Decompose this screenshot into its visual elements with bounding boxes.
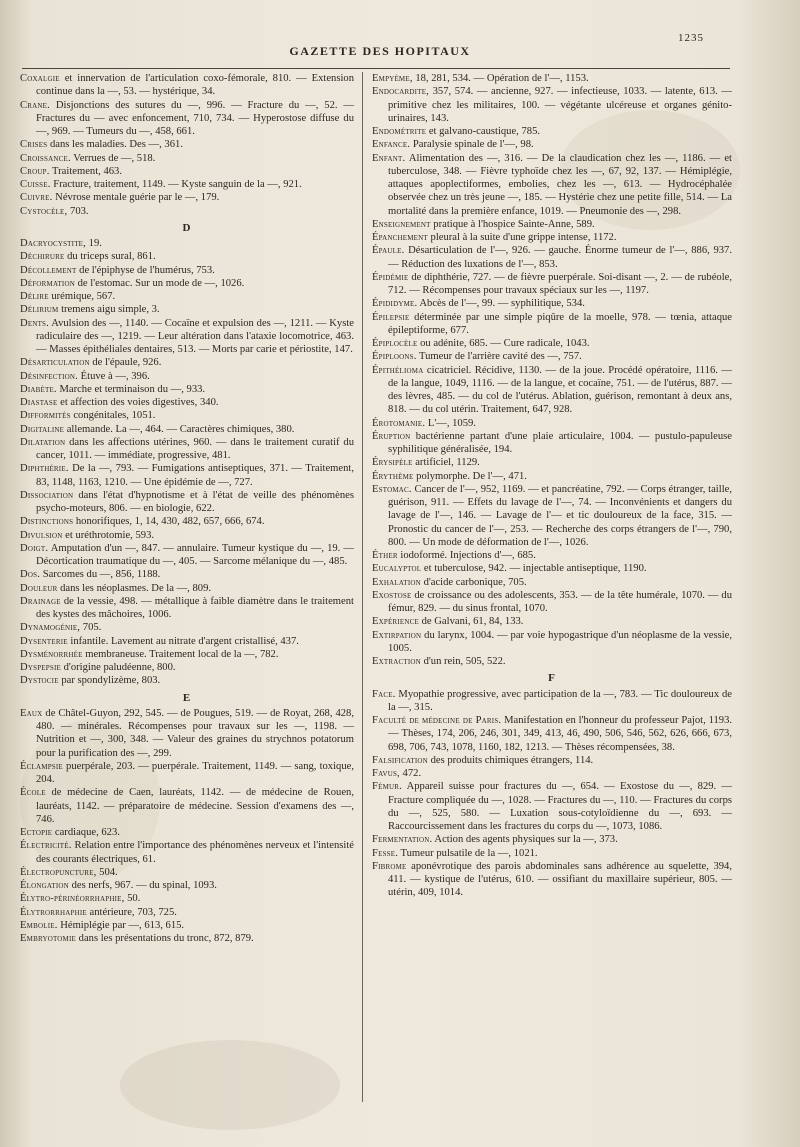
index-entry bbox=[372, 231, 732, 244]
entry-heading: Dyspepsie bbox=[20, 662, 61, 673]
entry-text: Cancer de l'—, 952, 1169. — et pancréatine, 792. — Corps étranger, taille, guérison, 911. — Effets du lavage de l'—, 74. — Inconvénients et dangers du lavage de l'—, 146. — Lavage de l'— et tic douloureux de la face, 315. — Pronostic du cancer de l'—, 253. — Recherche des corps étrangers de l'—, 790, 800. — Un mode de déformation de l'—, 1026. bbox=[388, 483, 732, 548]
entry-text: cardiaque, 623. bbox=[52, 827, 120, 838]
entry-heading: Exostose bbox=[372, 589, 412, 601]
entry-text: artificiel, 1129. bbox=[412, 457, 480, 469]
entry-text: polymorphe. De l'—, 471. bbox=[413, 470, 527, 482]
index-entry bbox=[20, 826, 354, 839]
entry-heading: Fesse. bbox=[372, 847, 399, 859]
entry-text: dans l'état d'hypnotisme et à l'état de veille des phénomènes psycho-moteurs, 806. — en biologie, 622. bbox=[36, 489, 354, 514]
entry-text: aponévrotique des parois abdominales sans adhérence au squelette, 394, 411. — kystique de l'utérus, 610. — ossifiant du maxillaire supérieur, 805. — utérin, 409, 1014. bbox=[388, 860, 732, 899]
entry-heading: Croup. bbox=[20, 165, 50, 177]
entry-heading: Empyème, bbox=[372, 73, 413, 84]
index-entry bbox=[372, 218, 732, 231]
entry-heading: Érysipèle bbox=[372, 457, 413, 469]
entry-text: infantile. Lavement au nitrate d'argent cristallisé, 437. bbox=[67, 635, 299, 647]
entry-heading: Endocardite, bbox=[372, 86, 430, 98]
entry-heading: Extraction bbox=[372, 656, 421, 667]
entry-text: honorifiques, 1, 14, 430, 482, 657, 666, 674. bbox=[73, 516, 265, 528]
index-entry bbox=[372, 430, 732, 457]
entry-text: 705. bbox=[80, 622, 102, 634]
entry-text: pratique à l'hospice Sainte-Anne, 589. bbox=[430, 218, 595, 230]
page-header bbox=[0, 32, 800, 60]
index-entry bbox=[20, 370, 354, 383]
entry-heading: Face. bbox=[372, 688, 396, 700]
entry-text: 19. bbox=[86, 238, 102, 249]
entry-text: 703. bbox=[67, 205, 89, 217]
index-entry bbox=[20, 568, 354, 581]
entry-text: et galvano-caustique, 785. bbox=[426, 126, 541, 137]
entry-heading: Élongation bbox=[20, 880, 69, 891]
entry-text: membraneuse. Traitement local de la —, 782. bbox=[82, 648, 279, 660]
entry-text: Névrose mentale guérie par le —, 179. bbox=[52, 192, 220, 204]
index-entry bbox=[20, 99, 354, 139]
entry-text: des produits chimiques étrangers, 114. bbox=[427, 754, 594, 766]
index-entry bbox=[20, 674, 354, 687]
index-entry bbox=[20, 932, 354, 945]
index-entry bbox=[372, 470, 732, 483]
column-divider bbox=[362, 72, 363, 1102]
entry-heading: Cystocèle, bbox=[20, 205, 68, 217]
index-entry bbox=[372, 576, 732, 589]
entry-text: Sarcomes du —, 856, 1188. bbox=[40, 569, 161, 581]
entry-text: des nerfs, 967. — du spinal, 1093. bbox=[68, 880, 217, 891]
index-entry bbox=[20, 621, 354, 634]
entry-text: dans les néoplasmes. De la —, 809. bbox=[57, 582, 212, 594]
index-entry bbox=[20, 661, 354, 674]
index-entry bbox=[20, 760, 354, 787]
entry-heading: Éruption bbox=[372, 430, 411, 442]
entry-text: d'acide carbonique, 705. bbox=[420, 576, 527, 588]
entry-text: Appareil suisse pour fractures du —, 654. — Exostose du —, 829. — Fracture compliquée du —, 1028. — Fractures du —, 110. — Fractures du corps du —, 525, 580. — Luxation sous-cotyloïdienne du —, 693. — Raccourcissement dans les fractures du corps du —, 1073, 1086. bbox=[388, 781, 732, 832]
entry-heading: Dilatation bbox=[20, 436, 66, 448]
entry-heading: Cuisse. bbox=[20, 179, 51, 190]
entry-heading: Difformités bbox=[20, 410, 71, 422]
entry-heading: Dos. bbox=[20, 569, 41, 581]
index-entry bbox=[20, 152, 354, 165]
entry-heading: Épaule. bbox=[372, 245, 405, 257]
index-entry bbox=[372, 271, 732, 298]
entry-text: antérieure, 703, 725. bbox=[86, 906, 177, 918]
entry-text: Abcès de l'—, 99. — syphilitique, 534. bbox=[417, 298, 585, 310]
entry-heading: Crane. bbox=[20, 99, 50, 111]
entry-text: de Châtel-Guyon, 292, 545. — de Pougues, 519. — de Royat, 268, 428, 480. — minérales. Récompenses pour travaux sur les —, 1198. — Nutrition et —, 300, 348. — Valeur des graines du strychnos potatorum pour la purification des —, 299. bbox=[36, 707, 354, 759]
entry-heading: Distinctions bbox=[20, 516, 74, 528]
index-entry bbox=[20, 707, 354, 760]
entry-text: cicatriciel. Récidive, 1130. — de la joue. Procédé opératoire, 1116. — de la langue, 1049, 1116. — de la langue, et cocaïne, 751. — de l'utérus, 887. — des lèvres, 485. — du col de l'utérus. Ablation, guérison, remontant à deux ans, 818. — du col utérin. Traitement, 647, 928. bbox=[388, 364, 732, 416]
entry-heading: École bbox=[20, 787, 46, 799]
entry-heading: Embryotomie bbox=[20, 933, 76, 944]
index-entry bbox=[372, 655, 732, 668]
entry-heading: Dysenterie bbox=[20, 635, 68, 647]
index-entry bbox=[372, 562, 732, 575]
entry-text: Amputation d'un —, 847. — annulaire. Tumeur kystique du —, 19. — Décortication traumatique du —, 405. — Sarcome mélanique du —, 485. bbox=[36, 542, 354, 567]
index-entry bbox=[20, 356, 354, 369]
entry-text: de croissance ou des adolescents, 353. — de la tête humérale, 1070. — du fémur, 829. — du sinus frontal, 1070. bbox=[388, 589, 732, 614]
page-number: 1235 bbox=[678, 32, 704, 44]
index-entry bbox=[20, 786, 354, 826]
index-entry bbox=[20, 264, 354, 277]
index-entry bbox=[20, 290, 354, 303]
index-entry bbox=[20, 191, 354, 204]
index-entry bbox=[372, 615, 732, 628]
index-entry bbox=[372, 311, 732, 338]
entry-heading: Désinfection. bbox=[20, 370, 79, 382]
entry-text: Avulsion des —, 1140. — Cocaïne et expulsion des —, 1211. — Kyste radiculaire des —, 1219. — Leur altération dans l'ataxie locomotrice, 463. — Masses épithéliales dentaires, 513. — Morts par carie et périostite, 147. bbox=[36, 317, 354, 355]
entry-text: de l'estomac. Sur un mode de —, 1026. bbox=[74, 277, 245, 289]
entry-text: 357, 574. — ancienne, 927. — infectieuse, 1033. — latente, 613. — primitive chez les militaires, 100. — végétante ulcéreuse et organes génito-urinaires, 143. bbox=[388, 86, 732, 124]
entry-heading: Crises bbox=[20, 139, 48, 151]
index-entry bbox=[372, 364, 732, 417]
entry-text: et uréthrotomie, 593. bbox=[62, 529, 155, 541]
entry-text: de diphthérie, 727. — de fièvre puerpérale. Soi-disant —, 2. — de rubéole, 712. — Récompenses pour travaux spéciaux sur les —, 1197. bbox=[388, 271, 732, 296]
entry-heading: Expérience bbox=[372, 616, 419, 628]
index-entry bbox=[20, 250, 354, 263]
entry-text: iodoformé. Injections d'—, 685. bbox=[397, 550, 536, 561]
entry-text: Manifestation en l'honneur du professeur Pajot, 1193. — Thèses, 174, 206, 246, 301, 349, 413, 46, 490, 506, 546, 562, 626, 666, 673, 698, 706, 743, 1078, 1160, 182, 1213. — Thèses récompensées, 38. bbox=[388, 715, 733, 753]
index-entry bbox=[372, 350, 732, 363]
index-entry bbox=[372, 72, 732, 85]
entry-heading: Décollement bbox=[20, 264, 77, 276]
index-entry bbox=[20, 237, 354, 250]
entry-text: de médecine de Caen, lauréats, 1142. — de médecine de Rouen, lauréats, 1142. — préparatoire de médecine. Session d'examens des —, 746. bbox=[36, 787, 354, 825]
index-entry bbox=[372, 85, 732, 125]
entry-text: 504. bbox=[96, 866, 118, 878]
index-entry bbox=[20, 595, 354, 622]
entry-heading: Déformation bbox=[20, 277, 75, 289]
entry-heading: Divulsion bbox=[20, 529, 63, 541]
entry-text: d'un rein, 505, 522. bbox=[420, 656, 506, 667]
entry-text: de l'épaule, 926. bbox=[89, 357, 162, 369]
entry-heading: Électricité. bbox=[20, 840, 72, 852]
entry-heading: Épidémie bbox=[372, 271, 409, 283]
entry-text: puerpérale, 203. — puerpérale. Traitement, 1149. — sang, toxique, 204. bbox=[36, 760, 354, 785]
entry-text: et innervation de l'articulation coxo-fémorale, 810. — Extension continue dans la —, 53. — hystérique, 34. bbox=[36, 73, 354, 98]
entry-heading: Érotomanie. bbox=[372, 417, 426, 429]
entry-heading: Eucalyptol bbox=[372, 563, 422, 575]
entry-text: Alimentation des —, 316. — De la claudication chez les —, 1186. — et tuberculose, 348. — Fièvre typhoïde chez les —, 67, 92, 137. — Hémiplégie, attaques apoplectiformes, embolies, chez les —, 613. — Hydrocéphalée observée chez un très jeune —, 185. — Hystérie chez une petite fille, 514. — La mortalité dans la première enfance, 1019. — Pneumonie des —, 298. bbox=[388, 152, 732, 217]
entry-heading: Désarticulation bbox=[20, 357, 90, 369]
index-entry bbox=[20, 919, 354, 932]
entry-text: Relation entre l'importance des phénomènes nerveux et l'intensité des courants électriques, 61. bbox=[36, 840, 354, 865]
index-entry bbox=[372, 125, 732, 138]
entry-text: du triceps sural, 861. bbox=[64, 251, 156, 263]
entry-text: et tuberculose, 942. — injectable antiseptique, 1190. bbox=[421, 563, 647, 575]
entry-heading: Fermentation. bbox=[372, 834, 433, 846]
entry-text: De la —, 793. — Fumigations antiseptiques, 371. — Traitement, 83, 1148, 1163, 1210. — Une épidémie de —, 727. bbox=[36, 463, 354, 488]
entry-heading: Érythème bbox=[372, 470, 414, 482]
index-entry bbox=[20, 839, 354, 866]
entry-heading: Dissociation bbox=[20, 489, 74, 501]
entry-text: déterminée par une simple piqûre de la moelle, 978. — tœnia, attaque épileptiforme, 677. bbox=[388, 311, 732, 336]
entry-heading: Diabète. bbox=[20, 383, 57, 395]
index-entry bbox=[20, 178, 354, 191]
index-entry bbox=[20, 542, 354, 569]
entry-text: Étuve à —, 396. bbox=[78, 370, 150, 382]
entry-text: congénitales, 1051. bbox=[70, 410, 156, 422]
entry-text: de l'épiphyse de l'humérus, 753. bbox=[76, 264, 215, 276]
index-entry bbox=[20, 277, 354, 290]
entry-text: dans les présentations du tronc, 872, 879. bbox=[76, 933, 254, 944]
entry-text: d'origine paludéenne, 800. bbox=[60, 662, 176, 673]
index-entry bbox=[20, 317, 354, 357]
entry-text: Disjonctions des sutures du —, 996. — Fracture du —, 52. — Fractures du — avec enfoncement, 710, 734. — Hyperostose diffuse du —, 969. — Tumeurs du —, 458, 661. bbox=[36, 99, 354, 137]
entry-text: de Galvani, 61, 84, 133. bbox=[418, 616, 524, 628]
entry-heading: Embolie. bbox=[20, 919, 58, 931]
entry-text: L'—, 1059. bbox=[425, 417, 476, 429]
entry-text: du larynx, 1004. — par voie hypogastrique d'un néoplasme de la vessie, 1005. bbox=[388, 629, 732, 654]
index-entry bbox=[20, 303, 354, 316]
index-entry bbox=[20, 529, 354, 542]
entry-text: tremens aigu simple, 3. bbox=[58, 304, 160, 316]
index-entry bbox=[372, 860, 732, 900]
entry-text: Traitement, 463. bbox=[49, 165, 122, 177]
index-entry bbox=[20, 582, 354, 595]
index-entry bbox=[372, 629, 732, 656]
entry-heading: Déchirure bbox=[20, 251, 65, 263]
entry-text: de la vessie, 498. — métallique à faible diamètre dans le traitement des kystes des mâchoires, 1006. bbox=[36, 595, 354, 620]
index-entry bbox=[20, 515, 354, 528]
index-entry bbox=[372, 483, 732, 549]
entry-heading: Ectopie bbox=[20, 827, 53, 838]
index-entry bbox=[372, 138, 732, 151]
entry-text: Paralysie spinale de l'—, 98. bbox=[410, 139, 534, 151]
entry-heading: Digitaline bbox=[20, 423, 65, 435]
entry-heading: Extirpation bbox=[372, 629, 422, 641]
entry-heading: Diastase bbox=[20, 397, 58, 408]
index-entry bbox=[20, 383, 354, 396]
index-entry bbox=[20, 489, 354, 516]
entry-heading: Enseignement bbox=[372, 218, 431, 230]
index-column-left bbox=[20, 72, 354, 945]
entry-text: Verrues de —, 518. bbox=[70, 152, 156, 164]
entry-heading: Dynamogénie, bbox=[20, 622, 81, 634]
entry-text: dans les affections utérines, 960. — dans le traitement curatif du cancer, 1011. — immédiate, progressive, 481. bbox=[36, 436, 354, 461]
entry-heading: Falsification bbox=[372, 754, 428, 766]
entry-text: Marche et terminaison du —, 933. bbox=[56, 383, 206, 395]
entry-text: par spondylizème, 803. bbox=[58, 675, 161, 687]
entry-heading: Faculté de médecine de Paris. bbox=[372, 715, 502, 726]
index-entry bbox=[372, 833, 732, 846]
entry-heading: Épilepsie bbox=[372, 311, 410, 323]
index-entry bbox=[372, 780, 732, 833]
entry-text: Tumeur pulsatile de la —, 1021. bbox=[398, 847, 538, 859]
entry-heading: Éclampsie bbox=[20, 760, 63, 772]
entry-heading: Dystocie bbox=[20, 675, 59, 687]
index-entry bbox=[20, 423, 354, 436]
index-entry bbox=[372, 417, 732, 430]
entry-heading: Enfant. bbox=[372, 152, 406, 164]
index-entry bbox=[20, 72, 354, 99]
index-entry bbox=[20, 879, 354, 892]
index-entry bbox=[20, 635, 354, 648]
entry-heading: Électropuncture, bbox=[20, 866, 97, 878]
entry-heading: Estomac. bbox=[372, 483, 412, 495]
entry-heading: Enfance. bbox=[372, 139, 411, 151]
entry-heading: Épiploons. bbox=[372, 351, 417, 363]
entry-heading: Eaux bbox=[20, 707, 43, 719]
index-entry bbox=[20, 138, 354, 151]
entry-heading: Doigt. bbox=[20, 542, 49, 554]
entry-text: pleural à la suite d'une grippe intense, 1172. bbox=[427, 232, 617, 243]
index-entry bbox=[20, 462, 354, 489]
entry-text: bactérienne partant d'une plaie articulaire, 1004. — pustulo-papuleuse syphilitique généralisée, 194. bbox=[388, 430, 732, 455]
entry-heading: Délire bbox=[20, 291, 49, 302]
entry-text: dans les maladies. Des —, 361. bbox=[47, 139, 183, 151]
section-letter: D bbox=[182, 221, 192, 234]
index-entry bbox=[20, 205, 354, 218]
entry-heading: Favus, bbox=[372, 768, 400, 779]
index-entry bbox=[20, 866, 354, 879]
entry-text: allemande. La —, 464. — Caractères chimiques, 380. bbox=[64, 423, 295, 435]
index-entry bbox=[20, 906, 354, 919]
index-column-right bbox=[372, 72, 732, 900]
entry-text: 18, 281, 534. — Opération de l'—, 1153. bbox=[412, 73, 589, 84]
entry-heading: Croissance. bbox=[20, 152, 71, 164]
entry-heading: Dysménorrhée bbox=[20, 648, 83, 660]
index-entry bbox=[372, 589, 732, 616]
entry-text: et affection des voies digestives, 340. bbox=[57, 397, 219, 408]
entry-text: Myopathie progressive, avec participation de la —, 783. — Tic douloureux de la —, 315. bbox=[388, 688, 732, 713]
entry-heading: Fémur. bbox=[372, 781, 402, 793]
entry-heading: Diphthérie. bbox=[20, 463, 69, 475]
index-entry bbox=[20, 436, 354, 463]
index-entry bbox=[372, 549, 732, 562]
section-letter: F bbox=[548, 672, 556, 685]
entry-text: Désarticulation de l'—, 926. — gauche. Énorme tumeur de l'—, 886, 937. — Réduction des luxations de l'—, 853. bbox=[388, 245, 732, 270]
entry-text: Fracture, traitement, 1149. — Kyste sanguin de la —, 921. bbox=[50, 179, 302, 190]
index-entry bbox=[372, 767, 732, 780]
entry-heading: Élytrorrhaphie bbox=[20, 906, 87, 918]
index-entry bbox=[20, 396, 354, 409]
entry-heading: Épiplocèle bbox=[372, 338, 418, 349]
entry-text: Tumeur de l'arrière cavité des —, 757. bbox=[416, 351, 582, 363]
paper-stain bbox=[120, 1040, 340, 1130]
index-entry bbox=[20, 409, 354, 422]
entry-text: 472. bbox=[399, 768, 422, 779]
entry-heading: Délirium bbox=[20, 304, 59, 316]
entry-heading: Épithélioma bbox=[372, 364, 424, 376]
index-entry bbox=[372, 297, 732, 310]
index-entry bbox=[372, 688, 732, 715]
entry-heading: Drainage bbox=[20, 595, 61, 607]
entry-text: 50. bbox=[124, 893, 141, 905]
entry-heading: Dacryocystite, bbox=[20, 238, 86, 249]
entry-heading: Épanchement bbox=[372, 232, 428, 243]
entry-heading: Fibrome bbox=[372, 860, 407, 872]
index-entry bbox=[372, 244, 732, 271]
index-entry bbox=[372, 337, 732, 350]
entry-heading: Endométrite bbox=[372, 126, 427, 137]
header-rule bbox=[22, 68, 730, 69]
entry-text: ou adénite, 685. — Cure radicale, 1043. bbox=[417, 338, 590, 349]
index-entry bbox=[372, 847, 732, 860]
entry-heading: Coxalgie bbox=[20, 73, 60, 84]
entry-heading: Dents. bbox=[20, 317, 49, 329]
index-entry bbox=[372, 714, 732, 754]
index-entry bbox=[372, 456, 732, 469]
section-letter: E bbox=[182, 691, 192, 704]
entry-heading: Élytro-périnéorrhaphie, bbox=[20, 893, 125, 905]
entry-heading: Éther bbox=[372, 550, 398, 561]
entry-heading: Épididyme. bbox=[372, 298, 418, 310]
entry-heading: Cuivre. bbox=[20, 192, 53, 204]
entry-heading: Douleur bbox=[20, 582, 58, 594]
index-entry bbox=[20, 648, 354, 661]
entry-heading: Exhalation bbox=[372, 576, 421, 588]
index-entry bbox=[20, 165, 354, 178]
entry-text: Hémiplégie par —, 613, 615. bbox=[57, 919, 185, 931]
index-entry bbox=[372, 754, 732, 767]
entry-text: Action des agents physiques sur la —, 373. bbox=[432, 834, 618, 846]
entry-text: urémique, 567. bbox=[48, 291, 116, 302]
index-entry bbox=[20, 892, 354, 905]
newspaper-title: GAZETTE DES HOPITAUX bbox=[289, 44, 471, 58]
index-entry bbox=[372, 152, 732, 218]
